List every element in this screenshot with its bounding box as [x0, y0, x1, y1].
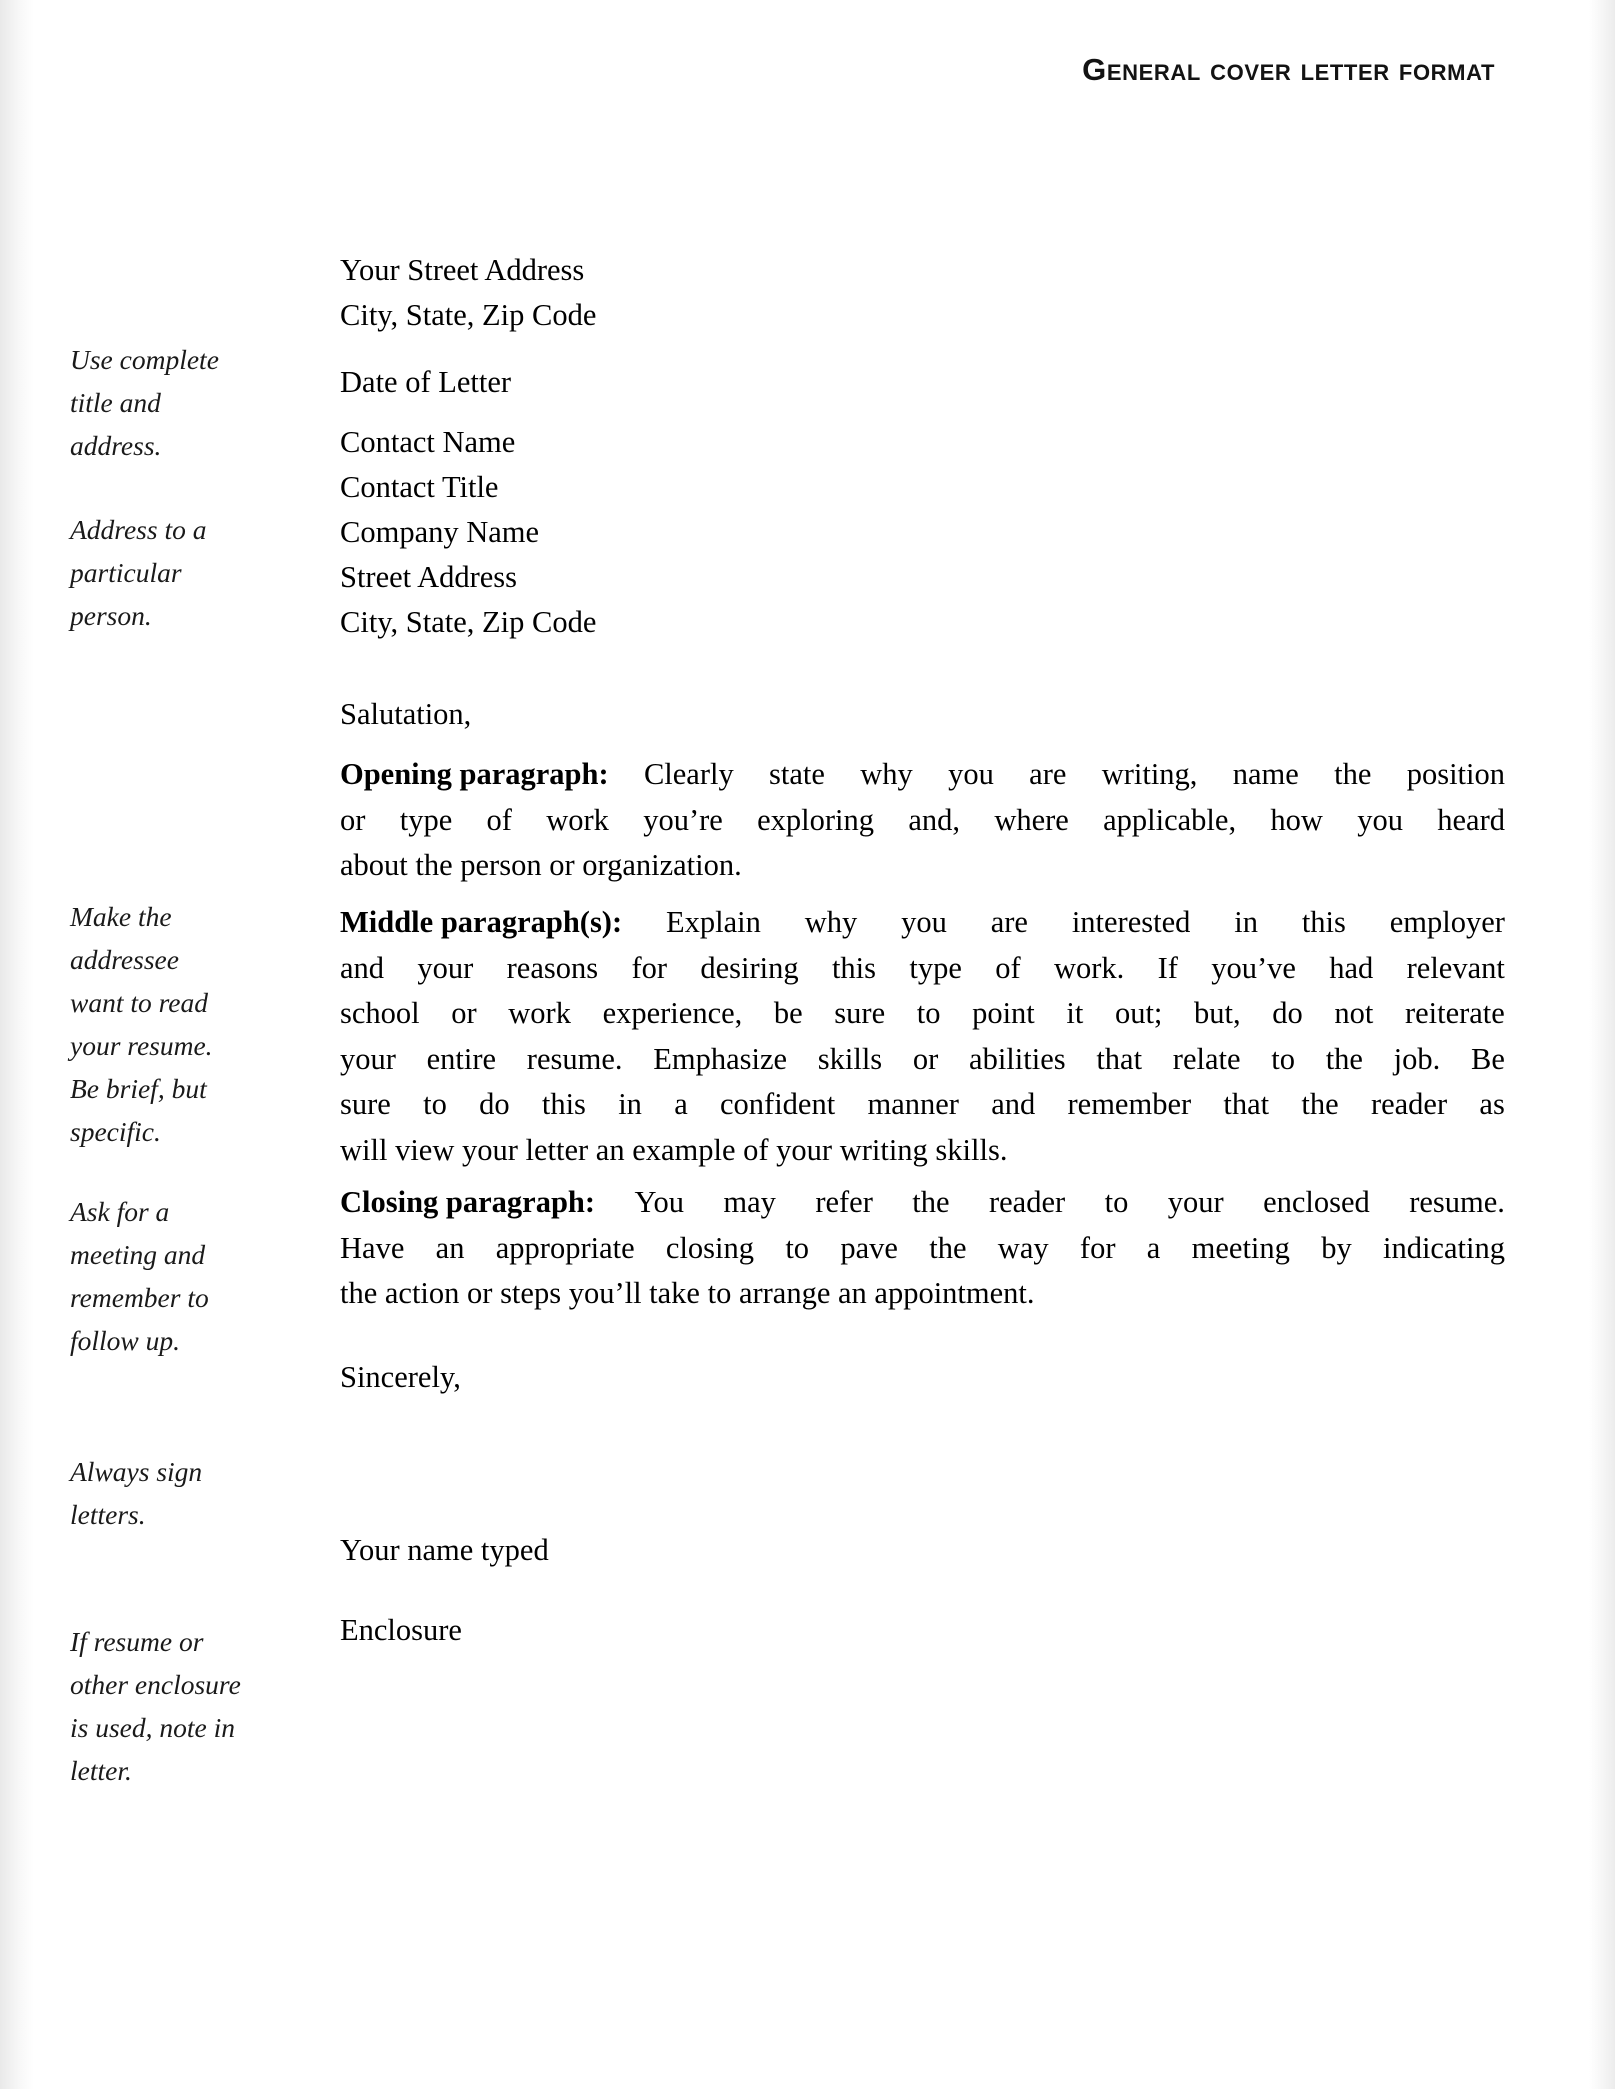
paragraph-word: sure [340, 1087, 391, 1121]
note-enclosure-reminder [70, 1620, 275, 1792]
paragraph-word: name [1232, 757, 1299, 791]
paragraph-word: resume. [1409, 1185, 1505, 1219]
paragraph-word: and, [908, 802, 961, 837]
paragraph-word: how [1270, 802, 1323, 837]
letter-date-line: Date of Letter [340, 365, 512, 399]
paragraph-word: the [912, 1185, 950, 1219]
paragraph-word: employer [1389, 905, 1505, 939]
margin-note-line: Address to a [70, 514, 207, 545]
middle-paragraph-line [340, 1082, 1505, 1128]
paragraph-word: Be [1471, 1041, 1505, 1076]
paragraph-word: this [831, 950, 877, 985]
paragraph-word: had [1329, 950, 1374, 985]
paragraph-word: why [860, 757, 913, 791]
letter-date [340, 360, 511, 405]
middle-paragraph-line [340, 1037, 1505, 1083]
paragraph-word: the [1325, 1041, 1363, 1076]
paragraph-word: why [804, 905, 858, 939]
paragraph-word: about the person or organization. [340, 848, 742, 882]
closing-salutation [340, 1355, 461, 1400]
margin-note-line: Always sign [70, 1456, 203, 1487]
paragraph-word: remember [1067, 1087, 1192, 1121]
middle-paragraph-line [340, 946, 1505, 992]
recipient-address-block-line: City, State, Zip Code [340, 605, 597, 639]
paragraph-word: it [1066, 996, 1084, 1030]
margin-note-line: Ask for a [70, 1196, 170, 1227]
paragraph-word: you [948, 757, 994, 791]
margin-note-line: address. [70, 430, 162, 461]
paragraph-word: and [340, 950, 385, 985]
paragraph-word: your [1167, 1185, 1224, 1219]
paragraph-word: out; [1114, 996, 1163, 1030]
paragraph-word: the [1334, 757, 1372, 791]
paragraph-word: are [990, 905, 1028, 939]
paragraph-word: of [995, 950, 1021, 985]
paragraph-word: will view your letter an example of your writing skills. [340, 1132, 1008, 1167]
paragraph-word: type [399, 802, 453, 837]
closing-paragraph [340, 1180, 1505, 1317]
paragraph-lead [340, 752, 609, 798]
paragraph-word: this [1301, 905, 1346, 939]
paragraph-word: as [1479, 1087, 1505, 1121]
middle-paragraph-line [340, 900, 1505, 946]
paragraph-word: appropriate [495, 1230, 635, 1265]
paragraph-word: you [1357, 802, 1403, 837]
paragraph-word: for [1079, 1230, 1116, 1265]
margin-note-line: title and [70, 387, 161, 418]
closing-paragraph-line [340, 1226, 1505, 1272]
recipient-address-block-line: Contact Title [340, 470, 499, 504]
paragraph-word: type [909, 950, 962, 985]
paragraph-word: of [486, 802, 512, 837]
signature-name-line: Your name typed [340, 1533, 549, 1567]
margin-note-line: want to read [70, 987, 209, 1018]
paragraph-word: the [1301, 1087, 1339, 1121]
paragraph-word: Have [340, 1230, 405, 1265]
paragraph-word: applicable, [1103, 802, 1237, 837]
paragraph-word: desiring [700, 950, 799, 985]
paragraph-word: not [1334, 996, 1374, 1030]
paragraph-word: the action or steps you’ll take to arrange an appointment. [340, 1276, 1035, 1310]
paragraph-word: meeting [1191, 1230, 1290, 1265]
note-make-addressee-want-read [70, 895, 275, 1153]
margin-note-line: is used, note in [70, 1712, 235, 1743]
recipient-address-block [340, 420, 596, 645]
paragraph-word: relevant [1406, 950, 1505, 985]
paragraph-word: the [929, 1230, 967, 1265]
margin-note-line: Use complete [70, 344, 219, 375]
paragraph-word: If [1157, 950, 1178, 985]
paragraph-word: an [435, 1230, 465, 1265]
paragraph-word: you [901, 905, 947, 939]
paragraph-word: that [1096, 1041, 1143, 1076]
paragraph-word: refer [815, 1185, 873, 1219]
sender-address-block [340, 248, 596, 338]
note-always-sign-letters [70, 1450, 275, 1536]
paragraph-word: be [773, 996, 803, 1030]
margin-note-line: letter. [70, 1755, 132, 1786]
paragraph-word: a [674, 1087, 688, 1121]
paragraph-word: that [1223, 1087, 1270, 1121]
margin-note-line: follow up. [70, 1325, 181, 1356]
margin-note-line: meeting and [70, 1239, 206, 1270]
paragraph-word: exploring [757, 802, 875, 837]
opening-paragraph [340, 752, 1505, 889]
paragraph-word: You [634, 1185, 684, 1219]
closing-paragraph-label: Closing paragraph: [340, 1185, 596, 1219]
paragraph-word: reiterate [1404, 996, 1505, 1030]
paragraph-word: and [991, 1087, 1036, 1121]
paragraph-word: enclosed [1263, 1185, 1370, 1219]
closing-paragraph-line [340, 1271, 1505, 1317]
paragraph-lead [340, 1180, 595, 1226]
middle-paragraph-label: Middle paragraph(s): [340, 905, 623, 939]
margin-note-line: addressee [70, 944, 179, 975]
paragraph-word: where [994, 802, 1069, 837]
paragraph-word: work [508, 996, 571, 1030]
paragraph-word: reader [1370, 1087, 1448, 1121]
paragraph-word: school [340, 996, 420, 1030]
paragraph-word: confident [720, 1087, 836, 1121]
margin-note-line: your resume. [70, 1030, 213, 1061]
paragraph-word: are [1029, 757, 1067, 791]
margin-note-line: specific. [70, 1116, 161, 1147]
paragraph-word: in [1234, 905, 1258, 939]
paragraph-word: your [340, 1041, 396, 1076]
paragraph-word: interested [1071, 905, 1191, 939]
paragraph-word: experience, [602, 996, 743, 1030]
paragraph-word: sure [834, 996, 886, 1030]
margin-note-line: person. [70, 600, 152, 631]
paragraph-word: to [916, 996, 941, 1030]
paragraph-word: position [1406, 757, 1505, 791]
paragraph-word: Clearly [643, 757, 734, 791]
paragraph-word: writing, [1101, 757, 1198, 791]
margin-note-line: Be brief, but [70, 1073, 207, 1104]
paragraph-lead [340, 900, 622, 946]
paragraph-word: a [1146, 1230, 1161, 1265]
recipient-address-block-line: Company Name [340, 515, 540, 549]
signature-name [340, 1528, 549, 1573]
paragraph-word: way [997, 1230, 1049, 1265]
paragraph-word: may [723, 1185, 776, 1219]
paragraph-word: your [417, 950, 474, 985]
paragraph-word: relate [1172, 1041, 1241, 1076]
middle-paragraph-line [340, 1128, 1505, 1174]
middle-paragraph [340, 900, 1505, 1173]
paragraph-word: skills [817, 1041, 883, 1076]
paragraph-word: you’ve [1211, 950, 1296, 985]
enclosure-notation [340, 1608, 462, 1653]
paragraph-word: do [1272, 996, 1303, 1030]
paragraph-word: pave [840, 1230, 898, 1265]
paragraph-word: or [451, 996, 477, 1030]
paragraph-word: but, [1194, 996, 1241, 1030]
note-complete-title-address [70, 338, 275, 467]
recipient-address-block-line: Contact Name [340, 425, 516, 459]
paragraph-word: to [1104, 1185, 1129, 1219]
margin-note-line: If resume or [70, 1626, 204, 1657]
paragraph-word: state [769, 757, 825, 791]
paragraph-word: in [618, 1087, 642, 1121]
recipient-address-block-line: Street Address [340, 560, 518, 594]
opening-paragraph-label: Opening paragraph: [340, 757, 609, 791]
paragraph-word: reasons [506, 950, 599, 985]
closing-paragraph-line [340, 1180, 1505, 1226]
paragraph-word: work [546, 802, 609, 837]
opening-paragraph-line [340, 843, 1505, 889]
paragraph-word: heard [1437, 802, 1505, 837]
margin-note-line: particular [70, 557, 182, 588]
salutation [340, 692, 471, 737]
paragraph-word: do [479, 1087, 510, 1121]
sender-address-block-line: Your Street Address [340, 253, 585, 287]
paragraph-word: job. [1393, 1041, 1441, 1076]
paragraph-word: or [340, 802, 366, 837]
closing-salutation-line: Sincerely, [340, 1360, 461, 1394]
opening-paragraph-line [340, 798, 1505, 844]
paragraph-word: entire [426, 1041, 497, 1076]
note-address-particular-person [70, 508, 275, 637]
paragraph-word: abilities [969, 1041, 1066, 1076]
paragraph-word: indicating [1382, 1230, 1505, 1265]
paragraph-word: to [1271, 1041, 1295, 1076]
margin-note-line: other enclosure [70, 1669, 241, 1700]
paragraph-word: or [912, 1041, 939, 1076]
paragraph-word: Explain [665, 905, 761, 939]
paragraph-word: resume. [526, 1041, 623, 1076]
enclosure-notation-line: Enclosure [340, 1613, 462, 1647]
sender-address-block-line: City, State, Zip Code [340, 298, 597, 332]
page-title: General cover letter format [1082, 52, 1495, 87]
paragraph-word: reader [988, 1185, 1066, 1219]
paragraph-word: to [785, 1230, 810, 1265]
paragraph-word: point [972, 996, 1035, 1030]
margin-note-line: remember to [70, 1282, 209, 1313]
middle-paragraph-line [340, 991, 1505, 1037]
paragraph-word: by [1321, 1230, 1352, 1265]
margin-note-line: Make the [70, 901, 172, 932]
paragraph-word: Emphasize [653, 1041, 788, 1076]
opening-paragraph-line [340, 752, 1505, 798]
paragraph-word: closing [665, 1230, 755, 1265]
margin-note-line: letters. [70, 1499, 146, 1530]
note-ask-for-meeting [70, 1190, 275, 1362]
salutation-line: Salutation, [340, 697, 472, 731]
paragraph-word: manner [867, 1087, 959, 1121]
paragraph-word: to [423, 1087, 447, 1121]
paragraph-word: for [631, 950, 668, 985]
paragraph-word: this [541, 1087, 586, 1121]
paragraph-word: you’re [643, 802, 723, 837]
paragraph-word: work. [1053, 950, 1125, 985]
